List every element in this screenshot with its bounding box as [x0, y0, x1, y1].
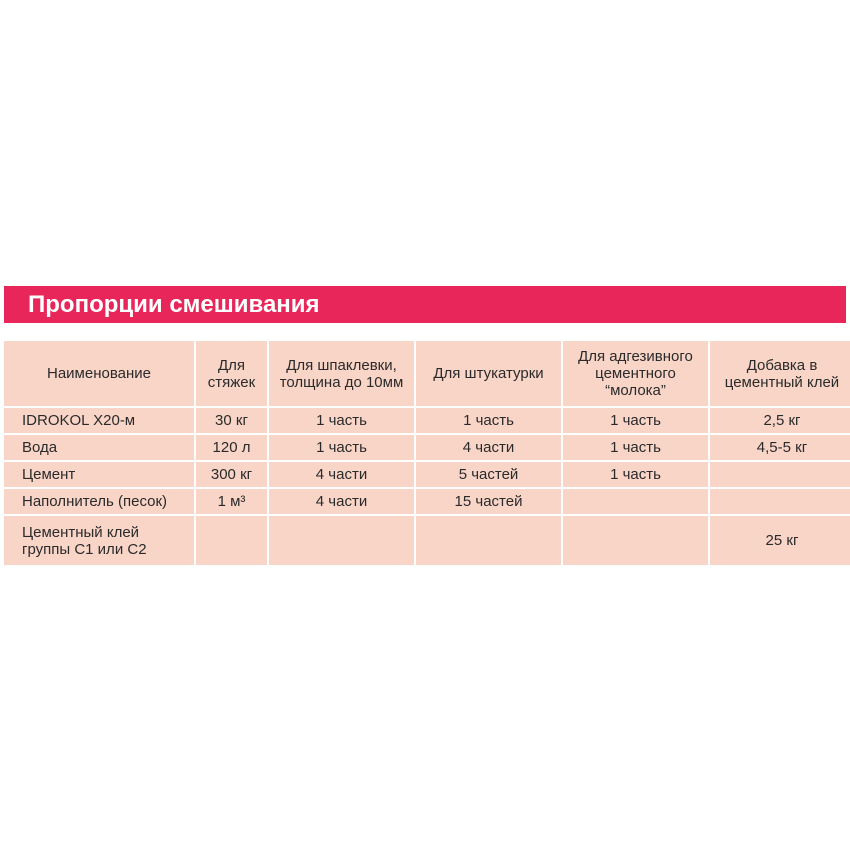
table-row [4, 408, 850, 433]
table-cell [710, 462, 850, 487]
row-name: Вода [4, 435, 194, 460]
table-cell: 15 частей [416, 489, 561, 514]
table-cell [416, 516, 561, 565]
table-header-row [4, 341, 850, 406]
table-cell: 30 кг [196, 408, 267, 433]
table-row [4, 516, 850, 565]
header-screed: Для стяжек [196, 341, 267, 406]
row-name: IDROKOL X20-м [4, 408, 194, 433]
table-cell: 4 части [269, 489, 414, 514]
table-row [4, 462, 850, 487]
table-cell: 4 части [416, 435, 561, 460]
table-cell: 1 часть [563, 462, 708, 487]
table-cell [710, 489, 850, 514]
table-row [4, 435, 850, 460]
page-title: Пропорции смешивания [28, 291, 320, 318]
mixing-proportions-table [2, 339, 850, 567]
table-cell: 1 м³ [196, 489, 267, 514]
table-cell: 1 часть [269, 435, 414, 460]
row-name: Наполнитель (песок) [4, 489, 194, 514]
table-cell: 4,5-5 кг [710, 435, 850, 460]
table-cell: 1 часть [269, 408, 414, 433]
header-plaster: Для штукатурки [416, 341, 561, 406]
header-adhesive-milk: Для адгезивного цементного “молока” [563, 341, 708, 406]
header-name: Наименование [4, 341, 194, 406]
table-cell: 25 кг [710, 516, 850, 565]
table-cell: 120 л [196, 435, 267, 460]
header-putty: Для шпаклевки, толщина до 10мм [269, 341, 414, 406]
table-cell [563, 489, 708, 514]
title-banner [4, 286, 846, 323]
table-cell: 1 часть [563, 435, 708, 460]
row-name: Цементный клей группы С1 или С2 [4, 516, 194, 565]
table-cell: 300 кг [196, 462, 267, 487]
row-name: Цемент [4, 462, 194, 487]
table-cell [269, 516, 414, 565]
table-cell: 4 части [269, 462, 414, 487]
table-cell: 1 часть [416, 408, 561, 433]
header-tile-adhesive-additive: Добавка в цементный клей [710, 341, 850, 406]
table-cell [196, 516, 267, 565]
table-cell: 1 часть [563, 408, 708, 433]
table-row [4, 489, 850, 514]
table-cell: 5 частей [416, 462, 561, 487]
table-cell: 2,5 кг [710, 408, 850, 433]
table-cell [563, 516, 708, 565]
